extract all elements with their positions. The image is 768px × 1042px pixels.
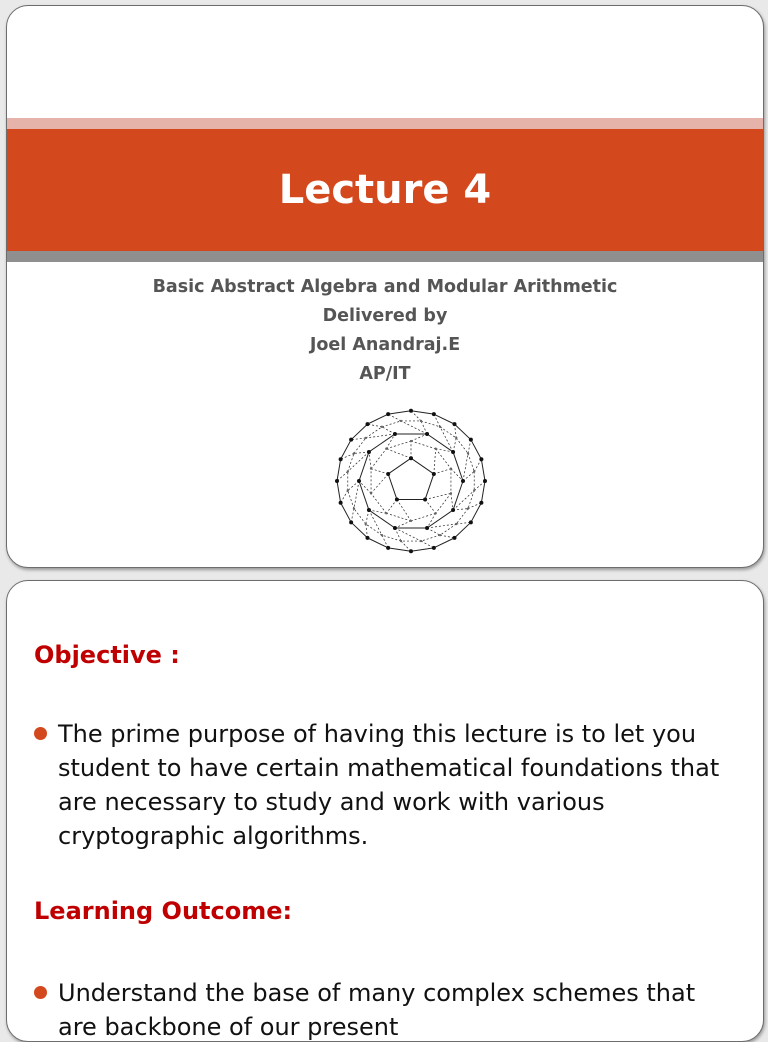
wireframe-edge bbox=[397, 499, 411, 520]
subtitle-line-topic: Basic Abstract Algebra and Modular Arithmetic bbox=[152, 277, 618, 297]
wireframe-edge bbox=[354, 438, 366, 453]
wireframe-edge bbox=[440, 427, 453, 452]
wireframe-edge bbox=[411, 411, 434, 414]
wireframe-vertex bbox=[335, 479, 339, 483]
wireframe-edge bbox=[341, 491, 348, 503]
wireframe-vertex bbox=[432, 546, 436, 550]
wireframe-vertex bbox=[365, 523, 367, 525]
wireframe-edge bbox=[388, 411, 411, 414]
title-slide bbox=[6, 5, 764, 568]
bullet-dot-icon bbox=[34, 727, 47, 740]
wireframe-edge bbox=[456, 509, 468, 524]
wireframe-edge bbox=[371, 474, 388, 493]
wireframe-edge bbox=[366, 427, 382, 438]
wireframe-vertex bbox=[469, 520, 473, 524]
subtitle-line-delivered: Delivered by bbox=[322, 306, 448, 326]
wireframe-edge bbox=[456, 438, 468, 453]
wireframe-vertex bbox=[409, 409, 413, 413]
wireframe-edge bbox=[395, 521, 411, 528]
wireframe-edge bbox=[337, 481, 341, 503]
wireframe-edge bbox=[440, 524, 456, 535]
wireframe-edge bbox=[368, 538, 389, 548]
wireframe-vertex bbox=[393, 432, 397, 436]
wireframe-edge bbox=[386, 513, 411, 521]
wireframe-vertex bbox=[451, 508, 455, 512]
wireframe-edge bbox=[411, 513, 436, 521]
wireframe-vertex bbox=[381, 534, 383, 536]
wireframe-edge bbox=[471, 503, 482, 523]
wireframe-edge bbox=[386, 499, 397, 513]
wireframe-vertex bbox=[400, 420, 402, 422]
wireframe-vertex bbox=[410, 440, 412, 442]
wireframe-edge bbox=[440, 427, 456, 438]
wireframe-vertex bbox=[385, 512, 387, 514]
wireframe-vertex bbox=[370, 467, 372, 469]
wireframe-edge bbox=[371, 449, 386, 469]
objective-heading: Objective : bbox=[34, 641, 180, 669]
wireframe-edge bbox=[468, 440, 471, 454]
title-band-top bbox=[7, 118, 763, 129]
wireframe-vertex bbox=[393, 526, 397, 530]
wireframe-edge bbox=[463, 453, 468, 481]
wireframe-edge bbox=[401, 421, 427, 434]
wireframe-edge bbox=[425, 474, 434, 499]
wireframe-edge bbox=[368, 424, 382, 427]
wireframe-edge bbox=[386, 441, 411, 449]
wireframe-edge bbox=[366, 524, 382, 535]
wireframe-edge bbox=[427, 513, 436, 528]
wireframe-edge bbox=[421, 421, 440, 427]
wireframe-edge bbox=[453, 509, 468, 510]
wireframe-vertex bbox=[370, 492, 372, 494]
wireframe-vertex bbox=[400, 540, 402, 542]
wireframe-vertex bbox=[473, 489, 475, 491]
wireframe-edge bbox=[337, 459, 341, 481]
wireframe-edge bbox=[366, 510, 369, 524]
wireframe-vertex bbox=[386, 546, 390, 550]
wireframe-vertex bbox=[353, 452, 355, 454]
subtitle-block bbox=[7, 273, 763, 389]
wireframe-edge bbox=[395, 528, 421, 541]
wireframe-vertex bbox=[425, 432, 429, 436]
wireframe-vertex bbox=[455, 523, 457, 525]
learning-outcome-heading: Learning Outcome: bbox=[34, 897, 293, 925]
learning-outcome-bullet-text: Understand the base of many complex schemes that are backbone of our present bbox=[58, 979, 696, 1041]
wireframe-vertex bbox=[469, 438, 473, 442]
wireframe-edge bbox=[481, 481, 485, 503]
wireframe-edge bbox=[386, 449, 411, 458]
wireframe-vertex bbox=[420, 420, 422, 422]
wireframe-edge bbox=[421, 535, 440, 541]
wireframe-vertex bbox=[349, 438, 353, 442]
wireframe-vertex bbox=[483, 479, 487, 483]
bullet-dot-icon bbox=[34, 986, 47, 999]
wireframe-vertex bbox=[385, 448, 387, 450]
wireframe-edge bbox=[359, 481, 369, 510]
wireframe-vertex bbox=[357, 479, 361, 483]
subtitle-line-role: AP/IT bbox=[359, 364, 411, 384]
wireframe-vertex bbox=[479, 501, 483, 505]
wireframe-vertex bbox=[395, 497, 399, 501]
wireframe-vertex bbox=[366, 536, 370, 540]
wireframe-edge bbox=[421, 421, 427, 434]
wireframe-vertex bbox=[423, 497, 427, 501]
objective-bullet-text: The prime purpose of having this lecture is to let you student to have certain mathematical foundations that are necessary to study and work with various cryptographic algorithms. bbox=[58, 720, 720, 850]
wireframe-edge bbox=[359, 452, 369, 481]
wireframe-vertex bbox=[450, 467, 452, 469]
wireframe-edge bbox=[411, 441, 436, 449]
wireframe-vertex bbox=[349, 520, 353, 524]
wireframe-edge bbox=[341, 440, 352, 460]
wireframe-edge bbox=[388, 458, 411, 474]
wireframe-vertex bbox=[366, 422, 370, 426]
wireframe-vertex bbox=[467, 507, 469, 509]
wireframe-edge bbox=[354, 481, 359, 509]
wireframe-vertex bbox=[455, 437, 457, 439]
wireframe-edge bbox=[421, 541, 434, 548]
wireframe-edge bbox=[451, 493, 453, 510]
wireframe-edge bbox=[411, 434, 427, 441]
wireframe-edge bbox=[354, 509, 366, 524]
wireframe-vertex bbox=[367, 450, 371, 454]
wireframe-vertex bbox=[367, 508, 371, 512]
wireframe-vertex bbox=[381, 426, 383, 428]
wireframe-vertex bbox=[432, 472, 436, 476]
wireframe-edge bbox=[369, 510, 382, 535]
wireframe-edge bbox=[388, 474, 397, 499]
wireframe-edge bbox=[434, 538, 455, 548]
wireframe-edge bbox=[351, 509, 354, 523]
wireframe-vertex bbox=[451, 450, 455, 454]
wireframe-edge bbox=[453, 438, 456, 452]
wireframe-edge bbox=[371, 469, 388, 474]
wireframe-edge bbox=[388, 414, 401, 421]
wireframe-edge bbox=[411, 548, 434, 551]
wireframe-edge bbox=[371, 493, 386, 513]
wireframe-vertex bbox=[434, 448, 436, 450]
wireframe-edge bbox=[354, 452, 369, 453]
wireframe-edge bbox=[481, 459, 485, 481]
wireframe-vertex bbox=[386, 472, 390, 476]
wireframe-edge bbox=[386, 434, 395, 449]
wireframe-edge bbox=[434, 449, 436, 474]
wireframe-vertex bbox=[467, 452, 469, 454]
wireframe-edge bbox=[382, 535, 401, 541]
wireframe-vertex bbox=[386, 412, 390, 416]
wireframe-edge bbox=[341, 503, 352, 523]
wireframe-vertex bbox=[353, 507, 355, 509]
wireframe-vertex bbox=[347, 470, 349, 472]
wireframe-vertex bbox=[434, 512, 436, 514]
wireframe-vertex bbox=[410, 520, 412, 522]
wireframe-vertex bbox=[365, 437, 367, 439]
buckyball-graph-icon bbox=[326, 401, 496, 561]
wireframe-edge bbox=[382, 427, 395, 434]
wireframe-edge bbox=[382, 421, 401, 427]
wireframe-edge bbox=[453, 452, 463, 481]
wireframe-edge bbox=[388, 548, 411, 551]
wireframe-edge bbox=[474, 459, 481, 471]
wireframe-edge bbox=[471, 440, 482, 460]
wireframe-vertex bbox=[432, 412, 436, 416]
wireframe-vertex bbox=[425, 526, 429, 530]
wireframe-edge bbox=[427, 528, 440, 535]
wireframe-edge bbox=[348, 491, 354, 509]
wireframe-vertex bbox=[450, 492, 452, 494]
wireframe-vertex bbox=[452, 422, 456, 426]
wireframe-edge bbox=[436, 449, 451, 469]
wireframe-vertex bbox=[439, 534, 441, 536]
wireframe-vertex bbox=[339, 501, 343, 505]
objective-slide bbox=[6, 580, 764, 1042]
wireframe-edge bbox=[369, 434, 395, 452]
wireframe-edge bbox=[368, 414, 389, 424]
wireframe-edge bbox=[468, 453, 474, 471]
wireframe-edge bbox=[440, 535, 454, 538]
wireframe-edge bbox=[453, 481, 463, 510]
wireframe-vertex bbox=[347, 489, 349, 491]
wireframe-edge bbox=[425, 499, 436, 513]
wireframe-vertex bbox=[461, 479, 465, 483]
subtitle-line-author: Joel Anandraj.E bbox=[309, 335, 461, 355]
wireframe-vertex bbox=[439, 426, 441, 428]
wireframe-vertex bbox=[409, 549, 413, 553]
slide-title: Lecture 4 bbox=[278, 167, 492, 213]
wireframe-vertex bbox=[420, 540, 422, 542]
wireframe-vertex bbox=[409, 456, 413, 460]
title-band-bottom bbox=[7, 251, 763, 262]
wireframe-edge bbox=[427, 510, 453, 528]
wireframe-vertex bbox=[452, 536, 456, 540]
wireframe-edge bbox=[434, 414, 455, 424]
wireframe-edge bbox=[411, 458, 434, 474]
wireframe-vertex bbox=[479, 457, 483, 461]
wireframe-edge bbox=[395, 528, 401, 541]
wireframe-vertex bbox=[339, 457, 343, 461]
wireframe-vertex bbox=[473, 470, 475, 472]
wireframe-edge bbox=[369, 452, 371, 469]
wireframe-edge bbox=[434, 469, 451, 474]
wireframe-edge bbox=[425, 493, 451, 499]
